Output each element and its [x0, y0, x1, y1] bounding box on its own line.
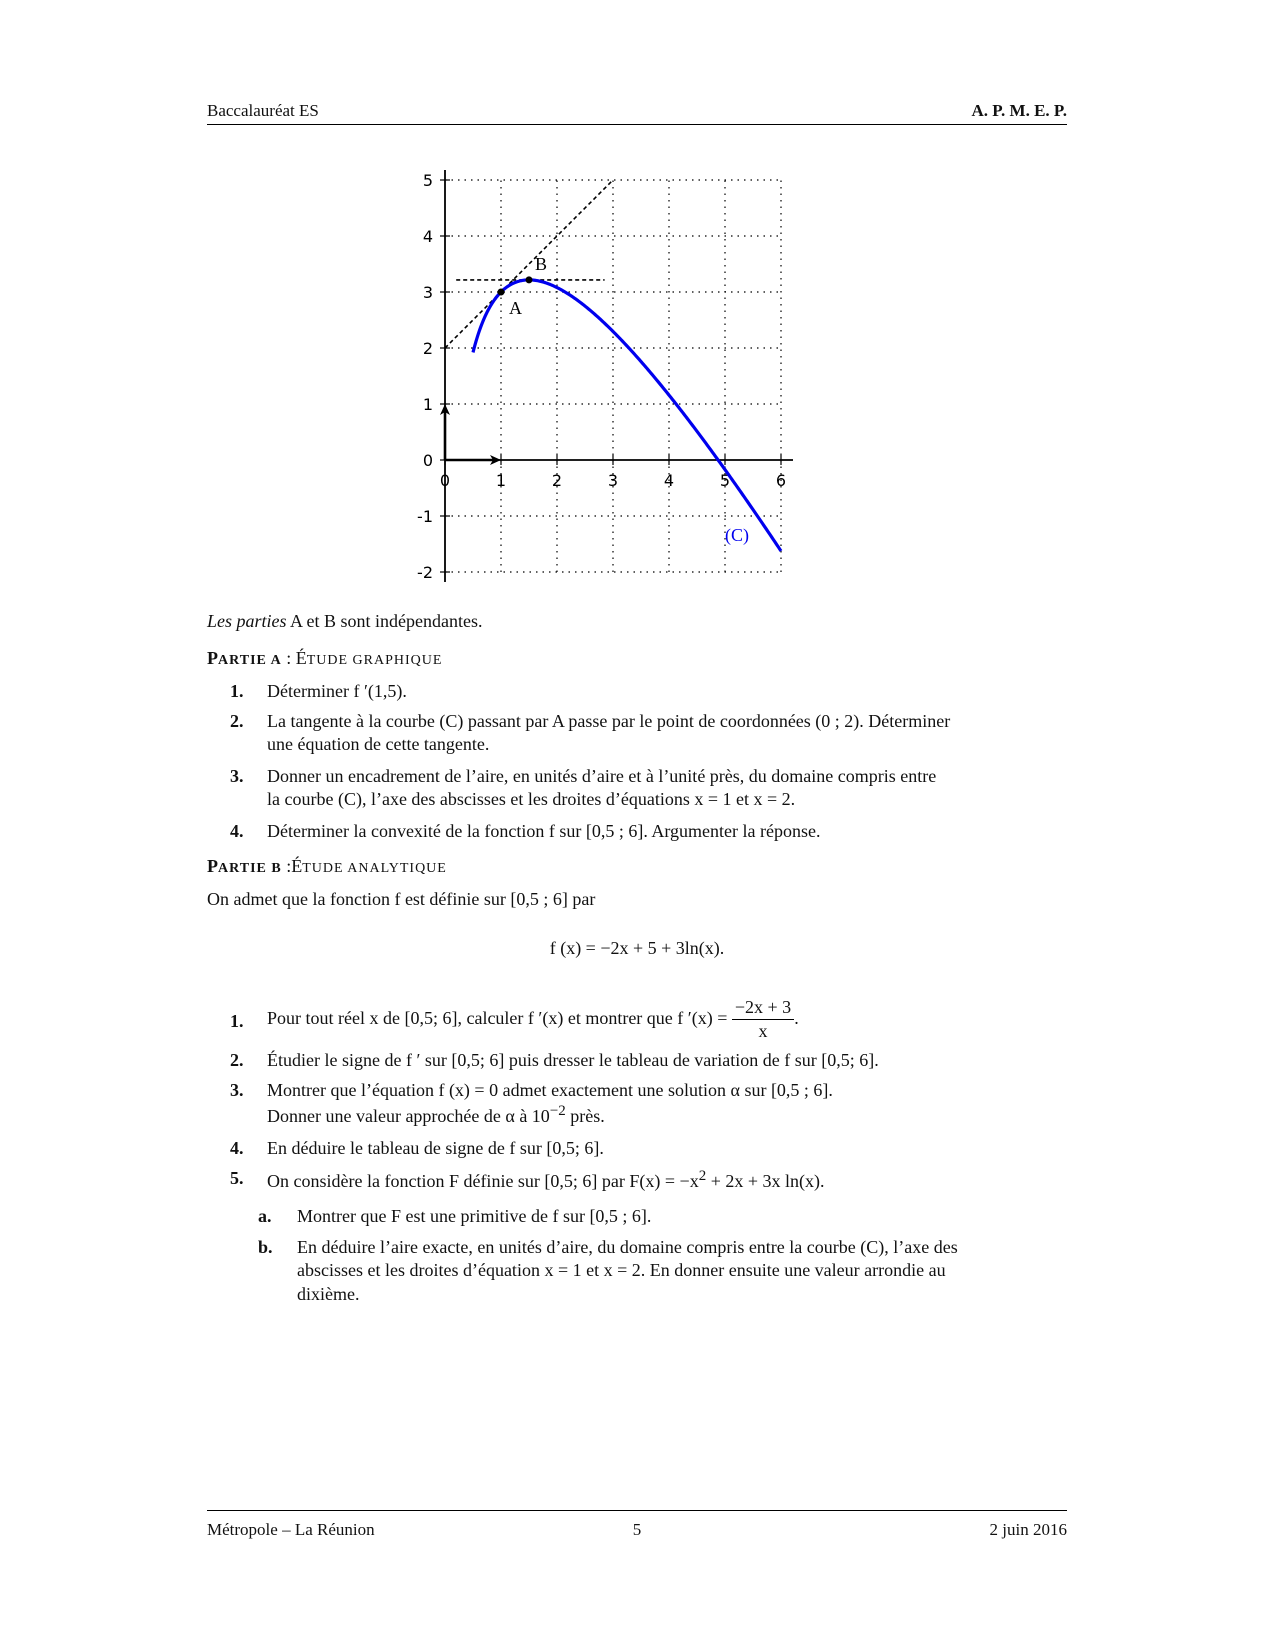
partA-item-3-line1: Donner un encadrement de l’aire, en unités d’aire et à l’unité près, du domaine compris entre — [267, 766, 937, 786]
x-tick-label: 4 — [663, 471, 675, 490]
x-tick-label: 0 — [439, 471, 451, 490]
footer-page-number: 5 — [632, 1520, 642, 1539]
partB-item-1-text: Pour tout réel x de [0,5; 6], calculer f ′(x) et montrer que f ′(x) = — [267, 1008, 728, 1029]
partB-item-2-num: 2. — [230, 1050, 244, 1070]
partB-sc-rest: TUDE ANALYTIQUE — [302, 861, 447, 876]
partB-item-3-num: 3. — [230, 1080, 244, 1100]
y-tick-label: -1 — [417, 507, 433, 526]
footer-right: 2 juin 2016 — [989, 1520, 1067, 1539]
intro-italic: Les parties — [207, 611, 287, 631]
fraction-denominator: x — [758, 1021, 768, 1042]
partB-item-1 — [267, 996, 1067, 1044]
partA-item-3-num: 3. — [230, 766, 244, 786]
partB-sep: : — [281, 856, 292, 876]
curve-label: (C) — [725, 525, 749, 546]
derivative-fraction — [732, 996, 794, 1044]
partB-item-5-exponent: 2 — [698, 1168, 707, 1184]
partB-item-1-end: . — [794, 1008, 799, 1029]
partB-sub-a: Montrer que F est une primitive de f sur [0,5 ; 6]. — [297, 1206, 652, 1226]
footer-left: Métropole – La Réunion — [207, 1520, 375, 1539]
partA-title-p: P — [207, 648, 218, 668]
partB-item-5-num: 5. — [230, 1168, 244, 1188]
page-footer — [207, 1510, 1067, 1541]
partB-item-4-num: 4. — [230, 1138, 244, 1158]
partB-item-3-line2-end: près. — [565, 1106, 605, 1127]
partA-item-3-line2: la courbe (C), l’axe des abscisses et les droites d’équations x = 1 et x = 2. — [267, 789, 796, 810]
y-tick-label: 0 — [422, 451, 433, 470]
point-label-B: B — [535, 253, 548, 274]
partA-item-2-num: 2. — [230, 711, 244, 731]
partB-sub-b-letter: b. — [258, 1237, 273, 1257]
partA-sc-rest: TUDE GRAPHIQUE — [306, 653, 443, 668]
point-A — [498, 289, 505, 296]
y-tick-label: 1 — [422, 395, 433, 414]
y-tick-label: 3 — [422, 283, 433, 302]
header-left: Baccalauréat ES — [207, 101, 319, 120]
partB-item-4: En déduire le tableau de signe de f sur [0,5; 6]. — [267, 1138, 604, 1158]
y-tick-label: -2 — [417, 563, 433, 582]
partA-item-1-num: 1. — [230, 681, 244, 701]
partB-item-5 — [267, 1167, 1067, 1193]
y-tick-label: 4 — [422, 227, 433, 246]
partA-title — [207, 647, 1067, 670]
partB-sub-a-letter: a. — [258, 1206, 272, 1226]
y-tick-label: 2 — [422, 339, 433, 358]
partB-sc-first: É — [291, 856, 303, 876]
point-label-A: A — [509, 298, 522, 318]
partB-item-3-exponent: −2 — [549, 1103, 566, 1120]
x-tick-label: 5 — [719, 471, 731, 490]
partB-sub-b-line3: dixième. — [297, 1283, 360, 1304]
partB-title — [207, 855, 1067, 878]
fraction-numerator: −2x + 3 — [732, 996, 794, 1020]
page-header — [207, 100, 1067, 125]
partA-sc-first: É — [295, 648, 307, 668]
point-B — [526, 276, 533, 283]
header-right: A. P. M. E. P. — [971, 101, 1067, 120]
partB-item-2: Étudier le signe de f ′ sur [0,5; 6] puis dresser le tableau de variation de f sur [0,5; 6]. — [267, 1050, 879, 1070]
partA-item-1: Déterminer f ′(1,5). — [267, 681, 407, 701]
intro-rest: A et B sont indépendantes. — [286, 611, 483, 631]
partA-item-3 — [267, 765, 1067, 812]
partB-item-3-line2 — [267, 1102, 1067, 1128]
partB-title-rest: ARTIE B — [218, 861, 282, 876]
partA-title-rest: ARTIE A — [218, 653, 282, 668]
partA-item-4-num: 4. — [230, 821, 244, 841]
partB-intro: On admet que la fonction f est définie sur [0,5 ; 6] par — [207, 889, 596, 909]
partA-item-2-line1: La tangente à la courbe (C) passant par A passe par le point de coordonnées (0 ; 2). Déterminer — [267, 711, 951, 731]
partA-item-2-line2: une équation de cette tangente. — [267, 734, 490, 755]
partB-title-p: P — [207, 856, 218, 876]
partB-item-3 — [267, 1079, 1067, 1129]
partB-sub-b — [297, 1236, 1067, 1306]
intro-line — [207, 610, 1067, 633]
x-tick-label: 6 — [775, 471, 787, 490]
x-tick-label: 3 — [607, 471, 619, 490]
partA-item-4: Déterminer la convexité de la fonction f sur [0,5 ; 6]. Argumenter la réponse. — [267, 821, 821, 841]
partB-item-5-end: + 2x + 3x ln(x). — [706, 1171, 825, 1191]
partB-item-1-num: 1. — [230, 1011, 244, 1031]
partB-formula: f (x) = −2x + 5 + 3ln(x). — [549, 938, 725, 958]
tangent-line-A — [445, 180, 613, 348]
function-graph — [417, 170, 800, 590]
x-tick-label: 2 — [551, 471, 563, 490]
partB-sub-b-line2: abscisses et les droites d’équation x = 1 et x = 2. En donner ensuite une valeur arrondie au — [297, 1260, 946, 1281]
partB-item-3-line2-text: Donner une valeur approchée de α à 10 — [267, 1106, 550, 1127]
partB-sub-b-line1: En déduire l’aire exacte, en unités d’aire, du domaine compris entre la courbe (C), l’axe des — [297, 1237, 958, 1257]
x-tick-label: 1 — [495, 471, 507, 490]
partA-item-2 — [267, 710, 1067, 757]
curve-C — [473, 280, 781, 551]
partB-item-3-line1: Montrer que l’équation f (x) = 0 admet exactement une solution α sur [0,5 ; 6]. — [267, 1080, 833, 1100]
partA-sep: : — [281, 648, 296, 668]
y-tick-label: 5 — [422, 171, 433, 190]
partB-item-5-text: On considère la fonction F définie sur [0,5; 6] par F(x) = −x — [267, 1171, 699, 1191]
